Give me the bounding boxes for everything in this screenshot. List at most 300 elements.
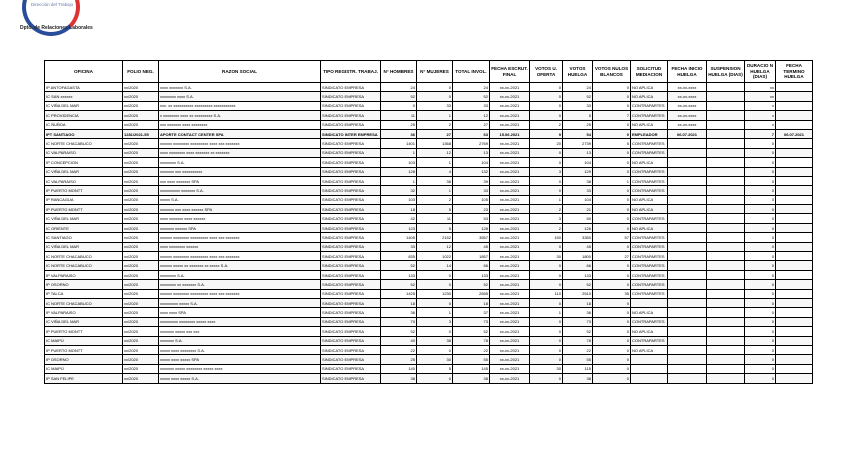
table-cell (776, 242, 813, 251)
table-cell: xx/2020 (123, 83, 159, 92)
table-cell: 2739 (563, 139, 593, 148)
table-cell: xxxx xxxxxxx xxxx xxxxxx (159, 214, 321, 223)
table-cell: 0 (417, 374, 453, 383)
table-cell: 1 (381, 176, 417, 185)
table-cell: CONTRAPARTES (631, 167, 668, 176)
table-cell: 0 (530, 280, 563, 289)
table-cell (668, 270, 707, 279)
table-cell (668, 186, 707, 195)
table-cell: 63 (453, 129, 490, 138)
table-cell: xxxxxxx xxxxxx SPA (159, 223, 321, 232)
table-cell (668, 252, 707, 261)
table-cell (776, 83, 813, 92)
table-cell (707, 374, 745, 383)
table-cell: 5 (593, 139, 631, 148)
table-cell: 0 (745, 280, 776, 289)
table-cell: 33 (563, 186, 593, 195)
table-cell: 0 (530, 148, 563, 157)
table-cell: CONTRAPARTES (631, 101, 668, 110)
table-cell (631, 364, 668, 373)
table-cell: 0 (593, 223, 631, 232)
table-cell: NO APLICA (631, 158, 668, 167)
table-cell: xx-xx-xxxx (668, 120, 707, 129)
table-cell (776, 374, 813, 383)
column-header: SOLICITUD MEDIACION (631, 61, 668, 83)
table-cell: 128 (453, 223, 490, 232)
table-cell: 1022 (417, 252, 453, 261)
table-row (45, 233, 813, 242)
table-cell: xx/2020 (123, 317, 159, 326)
table-cell: 50 (563, 214, 593, 223)
table-cell: 0 (745, 289, 776, 298)
table-cell: IC VALPARAISO (45, 148, 123, 157)
table-cell: 0 (745, 186, 776, 195)
table-cell: IC VIÑA DEL MAR (45, 317, 123, 326)
table-cell: 52 (381, 92, 417, 101)
table-cell: xxxxxxxx S.A. (159, 270, 321, 279)
table-row (45, 336, 813, 345)
table-cell (707, 205, 745, 214)
table-cell: 0 (530, 158, 563, 167)
table-cell: xx/2020 (123, 252, 159, 261)
table-cell: 103 (381, 195, 417, 204)
table-cell (668, 308, 707, 317)
table-cell (668, 176, 707, 185)
table-cell: 36 (381, 308, 417, 317)
table-cell: 13 (453, 148, 490, 157)
table-cell: SINDICATO EMPRESA (321, 195, 381, 204)
table-cell: 0 (593, 186, 631, 195)
table-cell: 132 (453, 167, 490, 176)
table-cell (668, 336, 707, 345)
table-cell (776, 92, 813, 101)
table-row (45, 101, 813, 110)
table-cell: IC VALPARAISO (45, 176, 123, 185)
table-cell: APORTE CONTACT CENTER SPA (159, 129, 321, 138)
table-cell: xxxxx xxxx xxxxx SPA (159, 355, 321, 364)
table-cell (668, 345, 707, 354)
table-cell (631, 298, 668, 307)
table-cell: IP VALPARAISO (45, 270, 123, 279)
table-cell (707, 148, 745, 157)
table-cell (668, 223, 707, 232)
table-cell: 52 (453, 280, 490, 289)
table-cell: 0 (530, 298, 563, 307)
table-cell: IC NORTE CHACABUCO (45, 298, 123, 307)
table-cell (668, 205, 707, 214)
table-cell: 0 (745, 139, 776, 148)
table-cell: 3 (530, 214, 563, 223)
table-cell: 24 (453, 83, 490, 92)
table-cell (707, 252, 745, 261)
table-cell: 0 (745, 336, 776, 345)
table-cell: 32 (381, 186, 417, 195)
table-cell: 38 (417, 336, 453, 345)
table-cell (707, 364, 745, 373)
table-cell (707, 317, 745, 326)
table-cell: IC SANTIAGO (45, 233, 123, 242)
table-cell: 36 (563, 308, 593, 317)
table-cell: 1425 (381, 289, 417, 298)
table-cell: xx-xx-2021 (490, 186, 530, 195)
table-cell: IP CONCEPCION (45, 158, 123, 167)
table-cell: 18 (453, 298, 490, 307)
table-cell: xx/2020 (123, 167, 159, 176)
table-cell: 0 (593, 242, 631, 251)
table-cell: IC MAIPÚ (45, 336, 123, 345)
table-cell: 38 (563, 176, 593, 185)
table-cell: xx-xx-2021 (490, 317, 530, 326)
table-cell: SINDICATO EMPRESA (321, 139, 381, 148)
table-row (45, 280, 813, 289)
table-cell: 103 (381, 158, 417, 167)
table-cell: SINDICATO INTER EMPRESA (321, 129, 381, 138)
table-cell: xx-xx-2021 (490, 289, 530, 298)
column-header: VOTOS NULOS BLANCOS (593, 61, 631, 83)
table-cell: 0 (593, 308, 631, 317)
table-cell: 0 (593, 195, 631, 204)
table-cell (631, 374, 668, 383)
table-cell (776, 233, 813, 242)
table-cell: CONTRAPARTES (631, 214, 668, 223)
table-cell (776, 120, 813, 129)
table-cell: xx-xx-2021 (490, 148, 530, 157)
table-row (45, 223, 813, 232)
table-cell: 115 (563, 364, 593, 373)
table-cell: xx-xx-2021 (490, 308, 530, 317)
table-cell (668, 289, 707, 298)
table-cell: xx/2020 (123, 336, 159, 345)
table-cell (776, 186, 813, 195)
table-cell (707, 308, 745, 317)
table-cell: CONTRAPARTES (631, 242, 668, 251)
table-cell: xx-xx-2021 (490, 205, 530, 214)
table-cell: CONTRAPARTES (631, 261, 668, 270)
table-cell: 20 (530, 139, 563, 148)
column-header: RAZON SOCIAL (159, 61, 321, 83)
table-cell (668, 139, 707, 148)
table-cell: 0 (417, 345, 453, 354)
table-cell (776, 252, 813, 261)
table-cell: 54 (563, 129, 593, 138)
table-cell (707, 233, 745, 242)
table-cell (668, 233, 707, 242)
table-cell: 0 (417, 92, 453, 101)
table-cell: 2 (530, 120, 563, 129)
table-cell: 1281/2021-55 (123, 129, 159, 138)
table-cell: 2 (417, 195, 453, 204)
table-cell: IC VIÑA DEL MAR (45, 242, 123, 251)
table-cell: 0 (745, 233, 776, 242)
table-cell: 0 (593, 92, 631, 101)
table-cell: 52 (381, 280, 417, 289)
table-cell: 0 (593, 280, 631, 289)
table-cell: 129 (563, 167, 593, 176)
column-header: SUSPENSION HUELGA (DIAS) (707, 61, 745, 83)
table-cell: 36 (381, 129, 417, 138)
table-cell: xx-xx-2021 (490, 252, 530, 261)
table-cell: xx/2020 (123, 158, 159, 167)
table-cell (707, 355, 745, 364)
table-cell: xx/2020 (123, 327, 159, 336)
table-row (45, 364, 813, 373)
table-cell: 0 (593, 148, 631, 157)
table-cell: xx/2020 (123, 92, 159, 101)
table-cell (668, 364, 707, 373)
table-cell: 0 (417, 280, 453, 289)
table-row (45, 186, 813, 195)
table-cell: 0 (745, 364, 776, 373)
table-row (45, 111, 813, 120)
table-cell: 23 (453, 205, 490, 214)
column-header: TIPO REGISTR. TRABAJ. (321, 61, 381, 83)
table-cell: xx/2020 (123, 280, 159, 289)
table-cell (776, 327, 813, 336)
table-cell: xx/2020 (123, 214, 159, 223)
table-cell: xx-xx-2021 (490, 120, 530, 129)
table-cell: xx/2020 (123, 223, 159, 232)
table-cell (707, 289, 745, 298)
table-cell: xx-xx-2021 (490, 233, 530, 242)
table-cell: SINDICATO EMPRESA (321, 83, 381, 92)
table-cell: xxxxxxxxx xxxxx S.A. (159, 298, 321, 307)
table-cell: 150 (530, 233, 563, 242)
table-cell: x xxxxxxxx xxxx xx xxxxxxxxx S.A. (159, 111, 321, 120)
table-cell: 0 (417, 298, 453, 307)
table-cell: xxxxxxxx S.A. (159, 158, 321, 167)
table-cell: 104 (563, 195, 593, 204)
table-cell: 2 (530, 223, 563, 232)
table-cell: 45 (453, 242, 490, 251)
table-cell: 78 (563, 336, 593, 345)
table-cell: 52 (563, 327, 593, 336)
table-cell: 5 (417, 205, 453, 214)
table-cell: 0 (593, 327, 631, 336)
table-cell: xx/2020 (123, 233, 159, 242)
logo-text: Dirección del Trabajo (30, 2, 74, 7)
table-cell: 0 (745, 327, 776, 336)
table-cell: 1 (593, 176, 631, 185)
table-cell (776, 317, 813, 326)
table-cell: 128 (381, 167, 417, 176)
table-cell (668, 195, 707, 204)
table-cell: xx/2020 (123, 139, 159, 148)
table-cell: xx-xx-xxxx (668, 101, 707, 110)
table-cell: xxxx xxxxxxxx xxxx xxxxxxx xx xxxxxxx (159, 148, 321, 157)
table-cell (668, 355, 707, 364)
table-cell: xxxxxxxxxx xxxxxxx S.A. (159, 186, 321, 195)
table-cell (668, 261, 707, 270)
table-cell: 1 (417, 158, 453, 167)
table-cell (776, 223, 813, 232)
table-cell: 0 (745, 195, 776, 204)
table-cell: IC NORTE CHACABUCO (45, 139, 123, 148)
table-cell: 0 (745, 252, 776, 261)
table-cell: IP OSORNO (45, 355, 123, 364)
table-cell: 0 (593, 345, 631, 354)
table-cell: xx/2020 (123, 270, 159, 279)
table-cell: 25 (381, 355, 417, 364)
table-cell: 0 (745, 214, 776, 223)
table-cell: 42 (381, 214, 417, 223)
table-cell: 133 (563, 270, 593, 279)
table-cell: 133 (453, 270, 490, 279)
table-cell (707, 139, 745, 148)
table-cell: 0 (593, 83, 631, 92)
table-cell: 25 (563, 120, 593, 129)
table-cell (707, 176, 745, 185)
table-cell: 0 (745, 270, 776, 279)
table-cell: 0 (593, 336, 631, 345)
table-row (45, 355, 813, 364)
table-cell: 105 (453, 195, 490, 204)
table-cell (668, 148, 707, 157)
table-cell: SINDICATO EMPRESA (321, 186, 381, 195)
table-cell (776, 158, 813, 167)
column-header: TOTAL INVOL. (453, 61, 490, 83)
table-cell (707, 280, 745, 289)
table-cell (707, 298, 745, 307)
table-cell (707, 223, 745, 232)
table-cell: 3 (417, 317, 453, 326)
table-cell: 0 (593, 298, 631, 307)
table-cell: 0 (417, 83, 453, 92)
table-cell: SINDICATO EMPRESA (321, 270, 381, 279)
table-cell: 9 (530, 129, 563, 138)
table-cell: xx-xx-2021 (490, 327, 530, 336)
table-cell: SINDICATO EMPRESA (321, 111, 381, 120)
table-row (45, 158, 813, 167)
table-cell: xxxxxxxxx xxxxxxxx xxxxx xxxx (159, 317, 321, 326)
table-cell: 0 (417, 327, 453, 336)
table-cell: IP TALCA (45, 289, 123, 298)
table-cell: 835 (381, 252, 417, 261)
table-cell: 06.07.2021 (668, 129, 707, 138)
table-cell: 0 (417, 270, 453, 279)
table-cell: 30 (530, 252, 563, 261)
table-cell: 52 (381, 327, 417, 336)
table-cell (707, 101, 745, 110)
table-cell: 0 (745, 242, 776, 251)
table-cell (707, 129, 745, 138)
table-cell: 0 (593, 158, 631, 167)
table-cell (707, 261, 745, 270)
table-row (45, 148, 813, 157)
column-header: VOTOS U. OFERTA (530, 61, 563, 83)
table-cell (776, 355, 813, 364)
table-cell: SINDICATO EMPRESA (321, 205, 381, 214)
table-cell: xx (745, 92, 776, 101)
table-cell: xxxxxxx xxxxx xxx xxx (159, 327, 321, 336)
table-cell: 12 (453, 111, 490, 120)
table-cell: SINDICATO EMPRESA (321, 242, 381, 251)
table-cell: xx/2020 (123, 195, 159, 204)
table-cell: 18 (381, 205, 417, 214)
table-cell: 0 (530, 92, 563, 101)
table-cell: CONTRAPARTES (631, 111, 668, 120)
table-cell: 18 (381, 298, 417, 307)
table-cell: IC VIÑA DEL MAR (45, 214, 123, 223)
table-cell (668, 327, 707, 336)
table-cell: SINDICATO EMPRESA (321, 214, 381, 223)
column-header: FECHA INICIO HUELGA (668, 61, 707, 83)
table-cell: xxx xxxxxxx xxxx xxxxxxxx (159, 120, 321, 129)
table-cell: 0 (530, 327, 563, 336)
table-cell (776, 336, 813, 345)
column-header: OFICINA (45, 61, 123, 83)
table-cell: 38 (563, 374, 593, 383)
table-cell: xx-xx-2021 (490, 223, 530, 232)
table-cell: SINDICATO EMPRESA (321, 101, 381, 110)
table-cell: SINDICATO EMPRESA (321, 327, 381, 336)
table-cell (707, 242, 745, 251)
table-cell: xx/2020 (123, 261, 159, 270)
table-cell: SINDICATO EMPRESA (321, 223, 381, 232)
table-cell: SINDICATO EMPRESA (321, 280, 381, 289)
table-cell: xx/2020 (123, 289, 159, 298)
table-cell (776, 214, 813, 223)
table-row (45, 345, 813, 354)
table-cell: xxxxxx xxxxxxxx xxxxxxxxx xxxx xxx xxxxxxx (159, 252, 321, 261)
table-cell: NO APLICA (631, 345, 668, 354)
table-cell: 30 (530, 364, 563, 373)
table-cell: xx-xx-2021 (490, 298, 530, 307)
table-cell: 0 (530, 242, 563, 251)
table-cell (707, 186, 745, 195)
table-cell: 0 (593, 214, 631, 223)
table-cell: 0 (593, 270, 631, 279)
table-row (45, 195, 813, 204)
table-cell: 1 (417, 308, 453, 317)
table-cell: 0 (745, 148, 776, 157)
table-cell: xxx. xx xxxxxxxxxx xxxxxxxxx xxxxxxxxxxx (159, 101, 321, 110)
table-cell: 0 (745, 158, 776, 167)
table-cell: xx/2020 (123, 242, 159, 251)
table-cell: xx-xx-2021 (490, 139, 530, 148)
table-cell: xx/2020 (123, 186, 159, 195)
table-cell: 0 (530, 83, 563, 92)
department-label: Dpto. de Relaciones Laborales (20, 25, 93, 31)
table-cell: SINDICATO EMPRESA (321, 148, 381, 157)
table-cell: 104 (563, 158, 593, 167)
table-cell: 11 (381, 111, 417, 120)
table-cell: xx (745, 83, 776, 92)
table-cell: 145 (453, 364, 490, 373)
table-cell: NO APLICA (631, 327, 668, 336)
table-cell: CONTRAPARTES (631, 336, 668, 345)
table-cell: CONTRAPARTES (631, 317, 668, 326)
table-row (45, 176, 813, 185)
table-cell: IC NORTE CHACABUCO (45, 252, 123, 261)
table-cell: 0 (745, 374, 776, 383)
table-cell: 53 (453, 214, 490, 223)
table-cell (707, 195, 745, 204)
table-cell: xxxxxxx xxx xxxxxxxxxx (159, 167, 321, 176)
table-cell: xx-xx-2021 (490, 195, 530, 204)
table-cell: xxxxx xxxx xxxxx S.A. (159, 374, 321, 383)
table-cell: 1405 (381, 233, 417, 242)
table-row (45, 261, 813, 270)
table-cell: 37 (453, 308, 490, 317)
column-header: DURACIO N HUELGA (DIAS) (745, 61, 776, 83)
table-cell: 52 (381, 261, 417, 270)
column-header: FECHA ESCRUT. FINAL (490, 61, 530, 83)
table-cell: 38 (381, 374, 417, 383)
table-cell: 25 (381, 120, 417, 129)
table-cell: 2 (417, 120, 453, 129)
table-cell: xx-xx-2021 (490, 92, 530, 101)
table-cell (707, 120, 745, 129)
